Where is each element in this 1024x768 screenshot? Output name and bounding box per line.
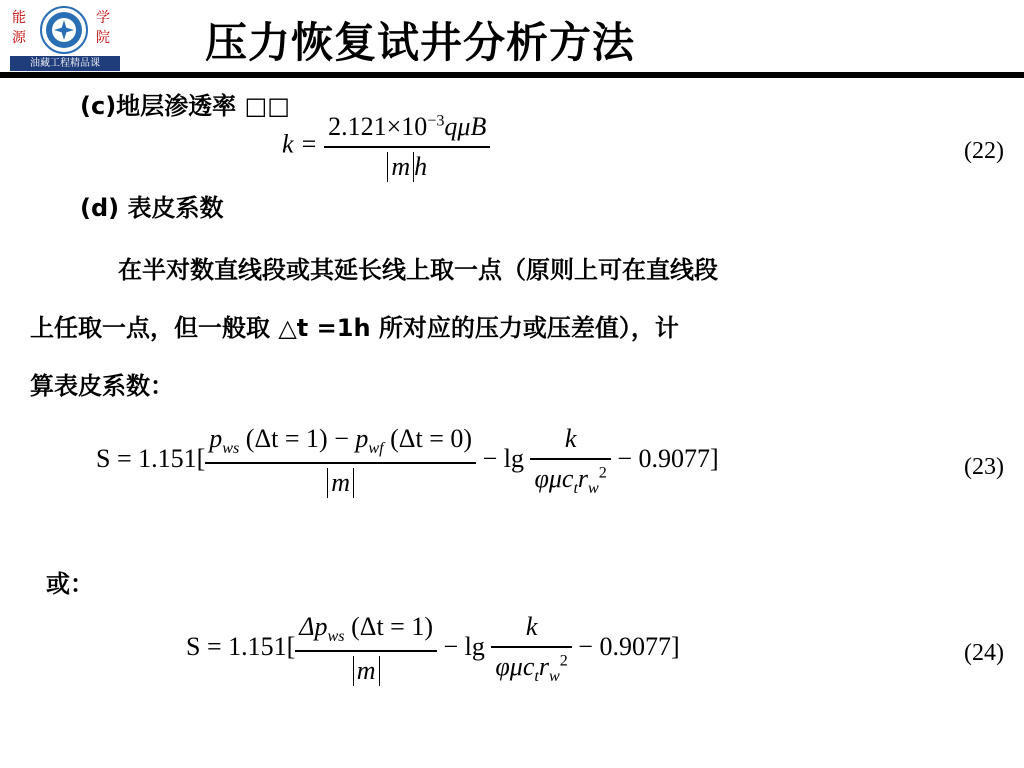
eq24-sub1: ws (327, 628, 345, 646)
university-emblem-icon (40, 6, 88, 54)
eq24-den-m: m (356, 655, 376, 685)
equation-24 (186, 612, 680, 686)
page-title: 压力恢复试井分析方法 (205, 18, 636, 67)
eq23-sub-t: t (573, 479, 578, 497)
eq24-sub-w: w (548, 667, 560, 685)
eq22-den-tail: h (414, 151, 428, 181)
eq23-mid2: (Δt = 0) (383, 424, 473, 453)
eq23-sup2: 2 (598, 463, 607, 481)
equation-22-number: (22) (964, 138, 1004, 164)
logo-char: 能 (12, 10, 26, 26)
eq24-sub-t: t (534, 667, 539, 685)
equation-22 (282, 112, 490, 182)
eq22-lhs: k = (282, 129, 318, 159)
eq23-k: k (564, 424, 577, 453)
equation-23 (96, 424, 719, 498)
eq23-prefix: S = 1.151[ (96, 443, 206, 473)
section-c-heading: (c)地层渗透率 □□ (80, 92, 290, 120)
paragraph-line-2: 上任取一点，但一般取 △t =1h 所对应的压力或压差值），计 (30, 314, 679, 342)
logo-char: 学 (96, 10, 110, 26)
paragraph-line-3: 算表皮系数： (30, 372, 174, 400)
or-label: 或： (46, 570, 94, 598)
eq24-dp: Δp (299, 612, 328, 641)
section-d-heading: (d) 表皮系数 (80, 194, 224, 222)
eq24-sup2: 2 (559, 651, 568, 669)
eq24-prefix: S = 1.151[ (186, 631, 296, 661)
eq24-r: r (538, 651, 549, 681)
eq23-p2: p (355, 424, 369, 453)
eq24-log: − lg (437, 631, 492, 661)
eq24-suffix: − 0.9077] (571, 631, 680, 661)
eq23-den-m: m (331, 467, 351, 497)
logo-char: 源 (12, 30, 26, 46)
title-divider (0, 72, 1024, 78)
equation-23-number: (23) (964, 454, 1004, 480)
logo-char: 院 (96, 30, 110, 46)
eq23-fraction-1 (205, 424, 476, 498)
eq23-r: r (577, 463, 589, 493)
eq22-fraction (324, 112, 490, 182)
eq24-k: k (525, 612, 538, 641)
eq23-sub2: wf (368, 440, 384, 458)
eq23-suffix: − 0.9077] (610, 443, 719, 473)
eq23-p1: p (209, 424, 223, 453)
eq22-num: 2.121×10 (328, 112, 428, 141)
eq23-sub-w: w (588, 479, 599, 497)
eq24-mid1: (Δt = 1) (344, 612, 433, 641)
eq22-num-tail: qμB (444, 112, 487, 141)
eq22-den-m: m (391, 151, 411, 181)
paragraph-line-1: 在半对数直线段或其延长线上取一点（原则上可在直线段 (118, 256, 718, 284)
eq23-mid1: (Δt = 1) − (239, 424, 356, 453)
eq23-fraction-2 (530, 424, 610, 498)
logo-band: 油藏工程精品课 (10, 56, 120, 71)
eq24-fraction-2 (491, 612, 571, 686)
eq24-fraction-1 (295, 612, 437, 686)
school-logo (8, 6, 120, 68)
eq23-sub1: ws (222, 440, 240, 458)
eq23-log: − lg (476, 443, 531, 473)
equation-24-number: (24) (964, 640, 1004, 666)
eq23-den2: φμc (534, 463, 574, 493)
eq24-den2: φμc (495, 651, 535, 681)
eq22-exp: −3 (427, 112, 445, 130)
